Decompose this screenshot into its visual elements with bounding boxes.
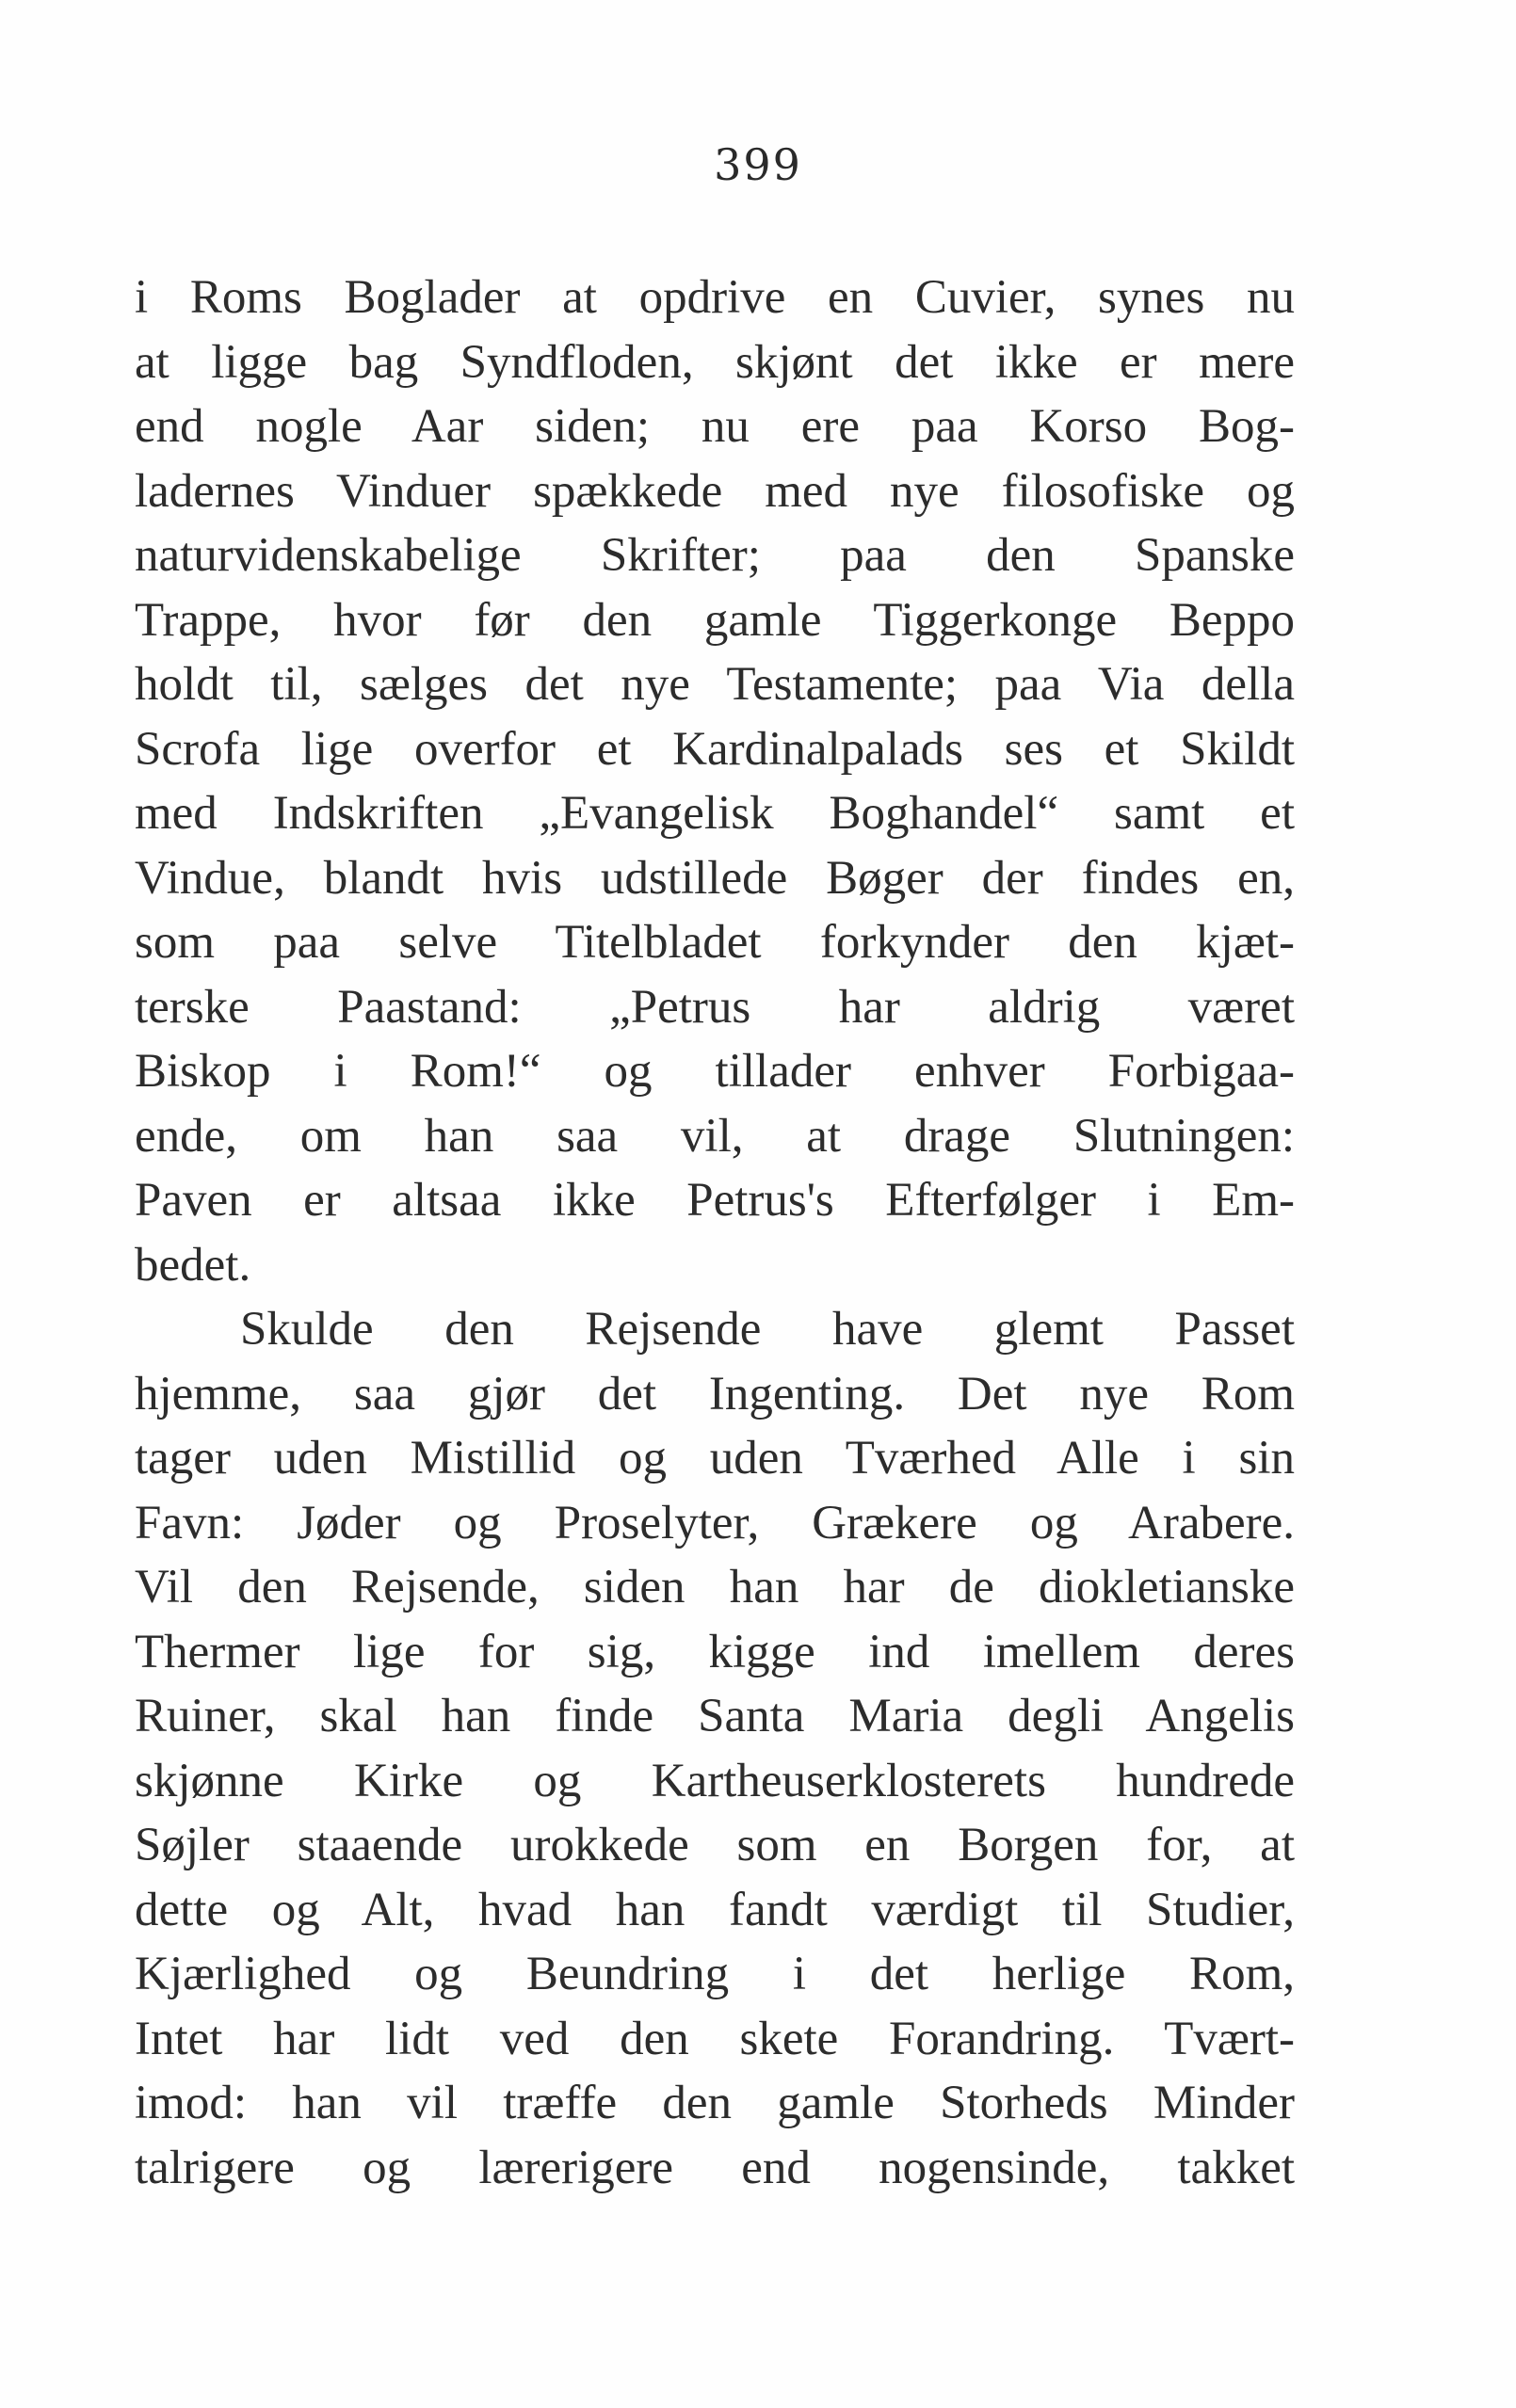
text-line: terske Paastand: „Petrus har aldrig været bbox=[135, 980, 1295, 1034]
text-line: imod: han vil træffe den gamle Storheds Minder bbox=[135, 2077, 1295, 2129]
paragraph-end-line: bedet. bbox=[135, 1238, 251, 1292]
text-line: at ligge bag Syndfloden, skjønt det ikke er mere bbox=[135, 335, 1295, 389]
text-line: Vil den Rejsende, siden han har de diokletianske bbox=[135, 1561, 1295, 1613]
text-line: Vindue, blandt hvis udstillede Bøger der findes en, bbox=[135, 851, 1295, 905]
text-line: i Roms Boglader at opdrive en Cuvier, synes nu bbox=[135, 271, 1295, 324]
text-line: Paven er altsaa ikke Petrus's Efterfølger i Em- bbox=[135, 1174, 1295, 1227]
page-number: 399 bbox=[714, 139, 802, 190]
text-line: Trappe, hvor før den gamle Tiggerkonge Beppo bbox=[135, 593, 1295, 647]
text-line: Favn: Jøder og Proselyter, Grækere og Arabere. bbox=[135, 1496, 1295, 1549]
text-line: som paa selve Titelbladet forkynder den kjæt- bbox=[135, 916, 1295, 969]
text-line: end nogle Aar siden; nu ere paa Korso Bog- bbox=[135, 400, 1295, 453]
text-line: Scrofa lige overfor et Kardinalpalads ses et Skildt bbox=[135, 722, 1295, 776]
text-line: Søjler staaende urokkede som en Borgen for, at bbox=[135, 1819, 1295, 1871]
text-line: holdt til, sælges det nye Testamente; paa Via della bbox=[135, 658, 1295, 711]
text-line: Thermer lige for sig, kigge ind imellem deres bbox=[135, 1625, 1295, 1678]
text-line: Biskop i Rom!“ og tillader enhver Forbigaa- bbox=[135, 1045, 1295, 1098]
text-line: ende, om han saa vil, at drage Slutningen: bbox=[135, 1109, 1295, 1163]
text-line: hjemme, saa gjør det Ingenting. Det nye Rom bbox=[135, 1367, 1295, 1421]
text-line: naturvidenskabelige Skrifter; paa den Spanske bbox=[135, 529, 1295, 582]
text-line: talrigere og lærerigere end nogensinde, takket bbox=[135, 2141, 1295, 2194]
text-line: tager uden Mistillid og uden Tværhed Alle i sin bbox=[135, 1432, 1295, 1485]
text-line: Ruiner, skal han finde Santa Maria degli Angelis bbox=[135, 1690, 1295, 1742]
text-line: skjønne Kirke og Kartheuserklosterets hundrede bbox=[135, 1754, 1295, 1807]
paragraph-start-line: Skulde den Rejsende have glemt Passet bbox=[240, 1303, 1295, 1356]
text-line: dette og Alt, hvad han fandt værdigt til Studier, bbox=[135, 1883, 1295, 1936]
text-line: ladernes Vinduer spækkede med nye filosofiske og bbox=[135, 464, 1295, 518]
text-line: Intet har lidt ved den skete Forandring. Tvært- bbox=[135, 2012, 1295, 2065]
body-text bbox=[135, 265, 1295, 2200]
text-line: med Indskriften „Evangelisk Boghandel“ samt et bbox=[135, 787, 1295, 840]
text-line: Kjærlighed og Beundring i det herlige Rom, bbox=[135, 1948, 1295, 2000]
